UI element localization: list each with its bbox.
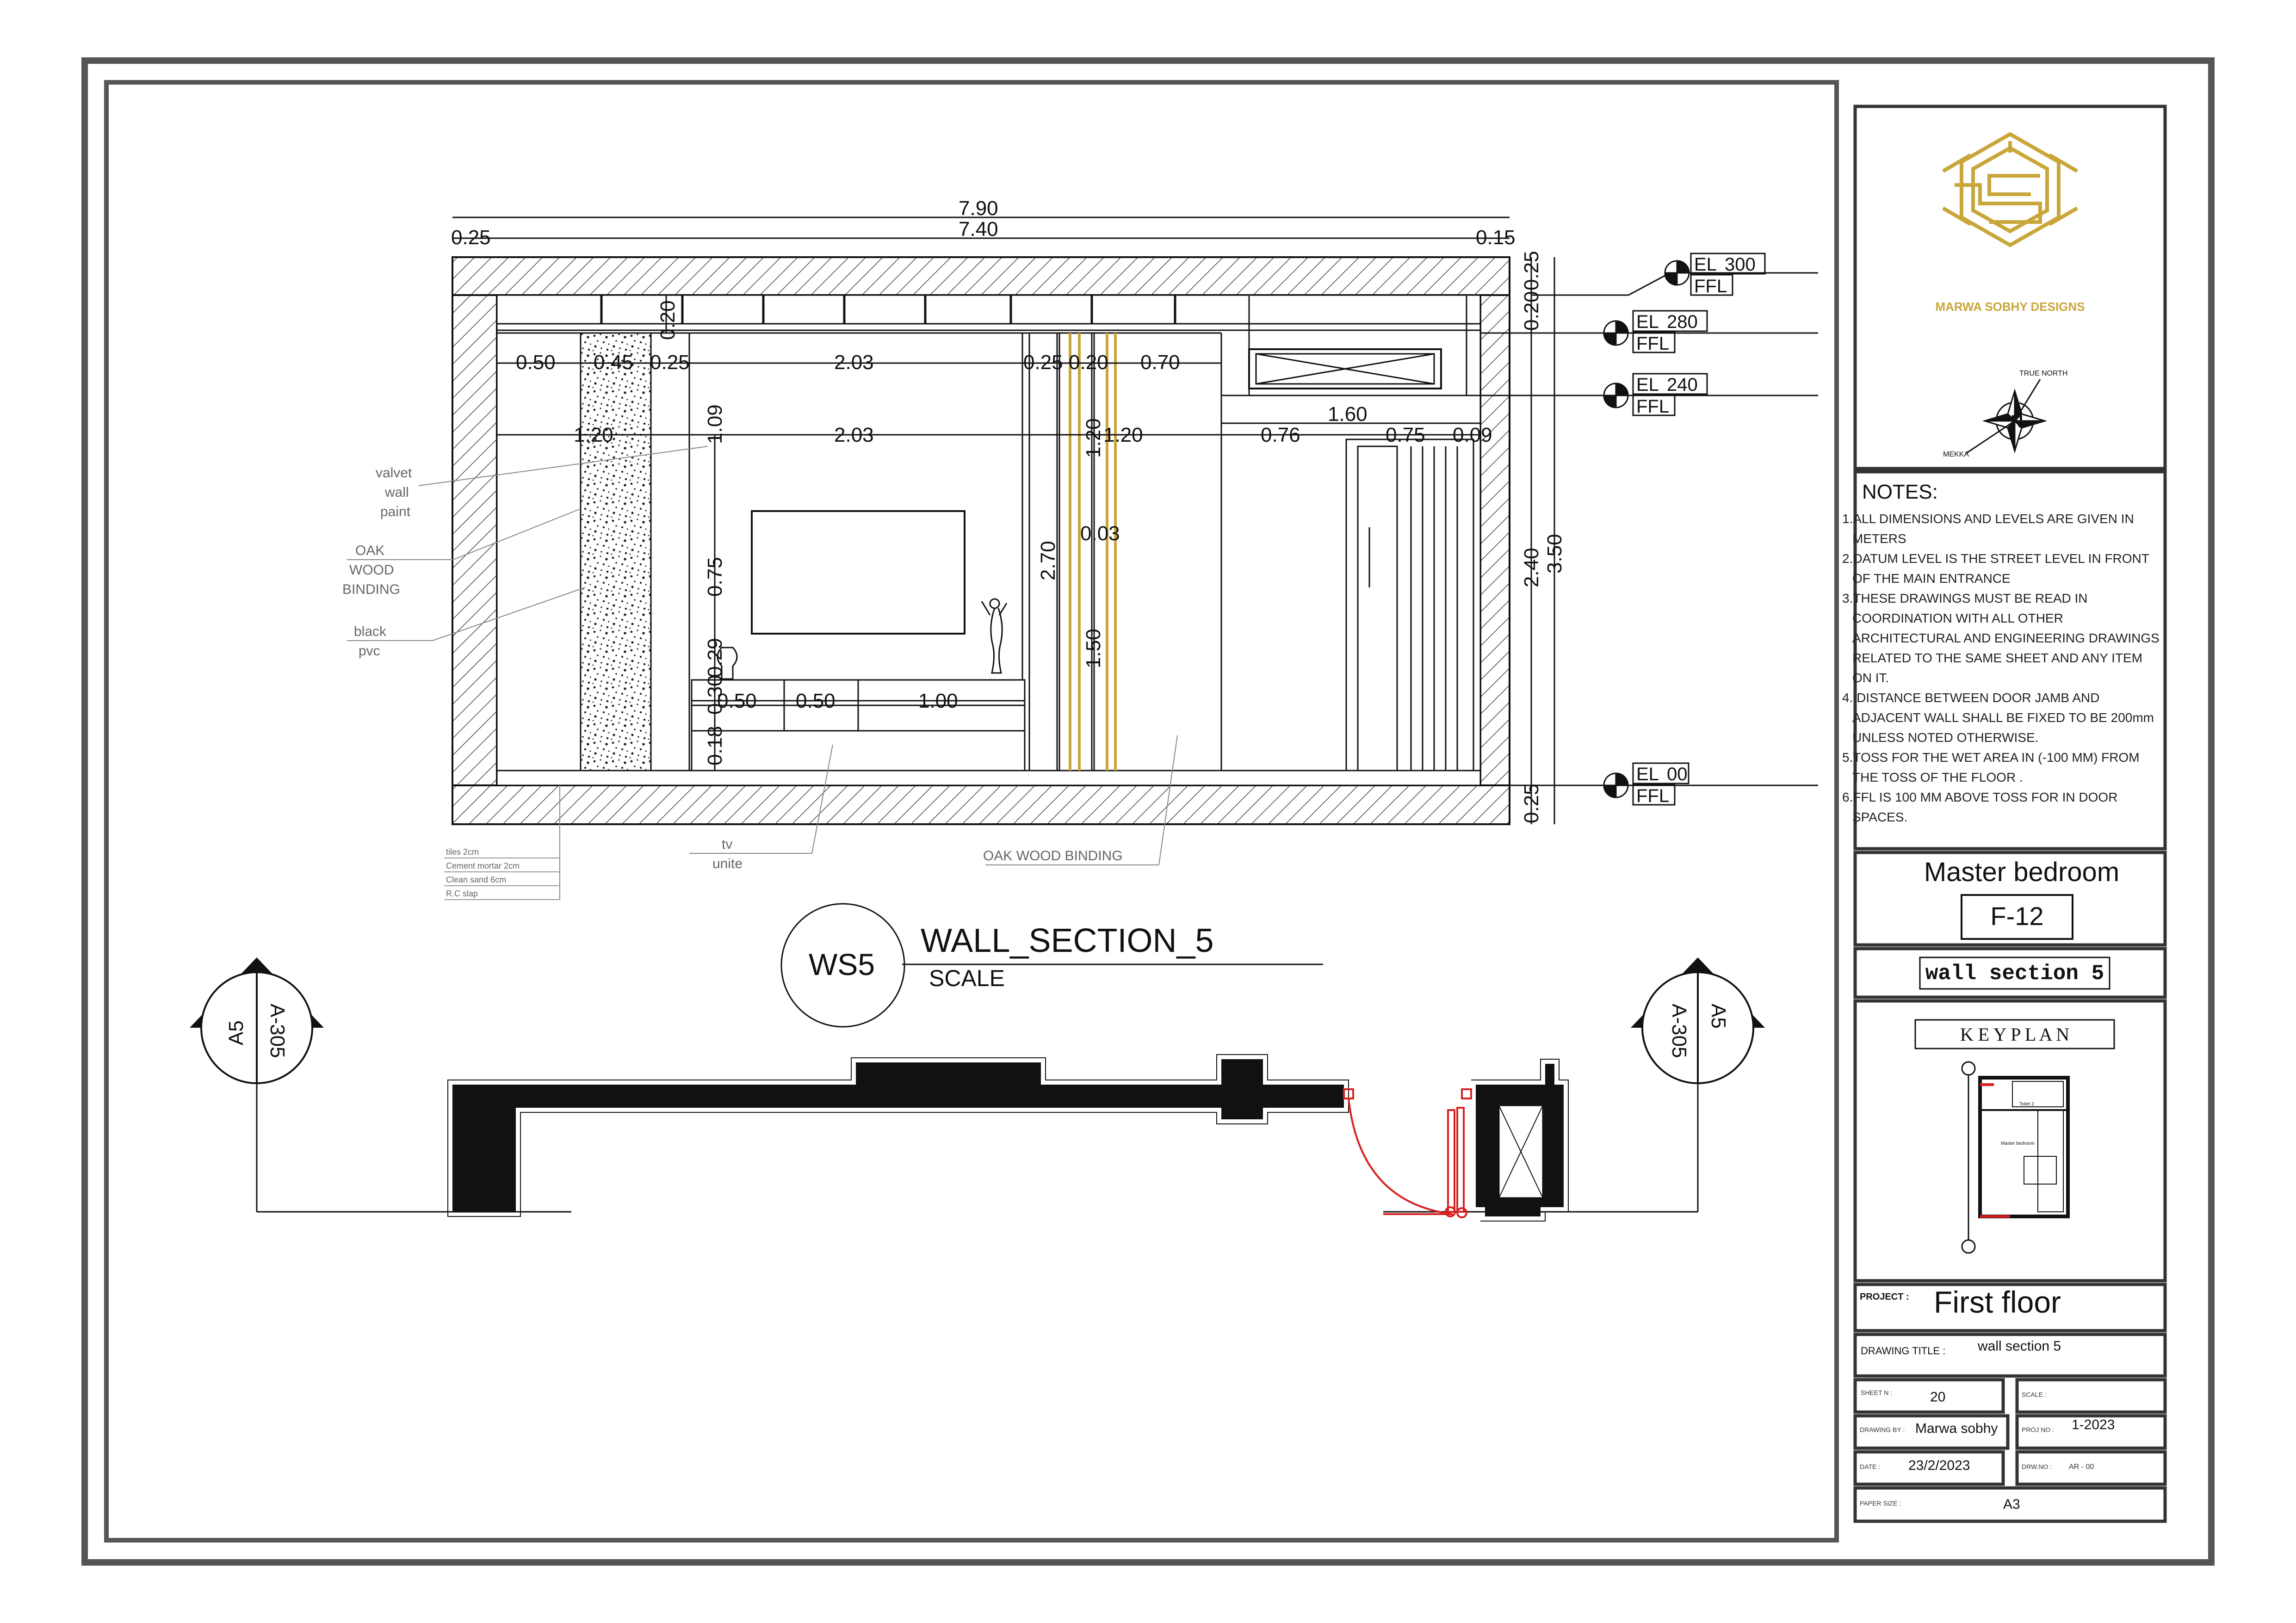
keyplan-label: K E Y P L A N	[1960, 1024, 2070, 1045]
level-1-el: EL	[1636, 312, 1659, 332]
level-0-el: EL	[1694, 254, 1717, 275]
dim-strip-bottom: 1.50	[1082, 629, 1105, 668]
level-2-el: EL	[1636, 375, 1659, 395]
tv-screen	[752, 511, 965, 634]
note-item: 6.FFL IS 100 MM ABOVE TOSS FOR IN DOOR SPACES.	[1842, 790, 2118, 824]
left-wall	[452, 295, 497, 785]
dim-tv: 0.75	[704, 557, 726, 597]
label-oak-2: WOOD	[349, 562, 394, 578]
level-1-value: 280	[1667, 312, 1698, 332]
label-tv-1: tv	[722, 837, 733, 852]
sheet-no-label: SHEET N :	[1861, 1389, 1893, 1396]
dim-ceiling-drop-right: 0.20	[1520, 291, 1543, 331]
scale-label: SCALE :	[2022, 1391, 2047, 1398]
dim-2nd-1: 2.03	[834, 424, 874, 446]
note-item: 1.ALL DIMENSIONS AND LEVELS ARE GIVEN IN METERS	[1842, 512, 2134, 546]
keyplan-room-1: Toilet 2	[2019, 1102, 2034, 1107]
dim-v3: 0.18	[704, 726, 726, 765]
note-item: 3.THESE DRAWINGS MUST BE READ IN COORDINATION WITH ALL OTHER ARCHITECTURAL AND ENGINEERING DRAWINGS RELATED TO THE SAME SHEET AND ANY ITEM ON IT.	[1842, 591, 2160, 685]
drawing-title-value: wall section 5	[1978, 1339, 2061, 1354]
plan-view	[257, 1055, 1698, 1221]
dim-top-5: 0.20	[1069, 351, 1108, 374]
dim-2nd-2: 1.20	[1103, 424, 1143, 446]
floor-layer-0: tiles 2cm	[446, 847, 479, 857]
proj-no-value: 1-2023	[2072, 1417, 2115, 1432]
dim-total: 7.90	[959, 197, 998, 220]
section-marker-left	[190, 957, 324, 1212]
project-label: PROJECT :	[1860, 1292, 1909, 1302]
note-item: 4. DISTANCE BETWEEN DOOR JAMB AND ADJACENT WALL SHALL BE FIXED TO BE 200mm UNLESS NOTED OTHERWISE.	[1842, 691, 2154, 745]
floor-layer-3: R.C slap	[446, 889, 478, 898]
keyplan-room-2: Master bedroom	[2001, 1141, 2035, 1146]
paper-size-label: PAPER SIZE :	[1860, 1500, 1901, 1507]
dim-2nd-3: 0.76	[1261, 424, 1300, 446]
dim-top-4: 0.25	[1023, 351, 1063, 374]
date-label: DATE :	[1860, 1463, 1881, 1470]
compass-north-label: TRUE NORTH	[2019, 370, 2068, 377]
section-marker-right-sheet: A-305	[1668, 1004, 1690, 1058]
dim-top-0: 0.50	[516, 351, 556, 374]
dim-2nd-0: 1.20	[574, 424, 613, 446]
level-3-ref: FFL	[1636, 786, 1670, 806]
compass-n: N	[2011, 412, 2024, 432]
wall-section-elevation	[342, 197, 1818, 900]
section-marker-right	[1631, 957, 1765, 1212]
label-black-1: black	[354, 624, 387, 639]
bottom-slab	[452, 785, 1510, 824]
sheet-label: wall section 5	[1925, 962, 2104, 986]
dim-inner: 7.40	[959, 218, 998, 241]
level-1-ref: FFL	[1636, 333, 1670, 354]
top-slab	[452, 257, 1510, 295]
dim-ceiling-drop: 0.20	[656, 300, 679, 340]
room-code: F-12	[1990, 901, 2044, 931]
label-valvet-2: wall	[385, 485, 409, 500]
section-title-text: WALL_SECTION_5	[921, 922, 1214, 959]
floor-layer-1: Cement mortar 2cm	[446, 861, 520, 870]
label-oak-3: BINDING	[342, 582, 401, 597]
dim-top-2: 0.25	[650, 351, 690, 374]
logo-text: MARWA SOBHY DESIGNS	[1935, 300, 2085, 314]
dim-top-1: 0.45	[594, 351, 633, 374]
label-oak-1: OAK	[355, 543, 385, 558]
dim-wall-right: 0.15	[1476, 226, 1516, 249]
false-ceiling	[497, 324, 1480, 330]
dim-bottom-slab: 0.25	[1520, 784, 1543, 823]
label-oak-binding: OAK WOOD BINDING	[983, 848, 1123, 864]
dim-panel-top: 1.09	[704, 404, 726, 444]
paper-size-value: A3	[2003, 1497, 2020, 1512]
notes-list	[1842, 509, 2161, 827]
dim-unit-2: 1.00	[918, 690, 958, 712]
dim-wall-left: 0.25	[451, 226, 491, 249]
section-marker-right-id: A5	[1707, 1004, 1730, 1029]
dim-total-h: 3.50	[1543, 534, 1566, 574]
dim-2nd-5: 0.09	[1453, 424, 1492, 446]
dim-strip-top: 1.20	[1082, 418, 1105, 458]
section-title	[781, 904, 1323, 1027]
dim-unit-1: 0.50	[796, 690, 835, 712]
level-0-value: 300	[1725, 254, 1756, 275]
label-valvet-1: valvet	[376, 465, 412, 481]
section-scale: SCALE	[929, 965, 1005, 991]
dim-strip-gap: 0.03	[1080, 522, 1120, 545]
compass-mekka-label: MEKKA	[1943, 450, 1969, 458]
notes-heading: NOTES:	[1862, 481, 1938, 503]
sheet-no-value: 20	[1930, 1389, 1946, 1405]
dim-room-clear: 2.40	[1520, 548, 1543, 587]
dim-2nd-4: 0.75	[1386, 424, 1425, 446]
label-black-2: pvc	[359, 643, 380, 659]
dim-top-slab: 0.25	[1520, 251, 1543, 290]
drawn-by-label: DRAWING BY :	[1860, 1426, 1905, 1433]
label-valvet-3: paint	[380, 504, 411, 519]
floor-finish	[497, 771, 1480, 785]
dim-v1: 0.29	[704, 638, 726, 678]
dim-top-3: 2.03	[834, 351, 874, 374]
level-3-value: 00	[1667, 764, 1688, 784]
room-name: Master bedroom	[1924, 857, 2120, 887]
drw-no-value: AR - 00	[2069, 1463, 2094, 1471]
date-value: 23/2/2023	[1908, 1458, 1970, 1473]
section-marker-left-id: A5	[225, 1020, 248, 1045]
label-tv-2: unite	[712, 856, 743, 871]
proj-no-label: PROJ NO :	[2022, 1426, 2055, 1433]
right-wall	[1480, 295, 1510, 785]
level-2-ref: FFL	[1636, 396, 1670, 417]
dim-v2: 0.30	[704, 675, 726, 715]
floor-layer-2: Clean sand 6cm	[446, 875, 507, 884]
level-3-el: EL	[1636, 764, 1659, 784]
drw-no-label: DRW.NO :	[2022, 1463, 2052, 1470]
floor-layer-table	[444, 847, 560, 900]
drawn-by-value: Marwa sobhy	[1915, 1421, 1998, 1436]
level-0-ref: FFL	[1694, 276, 1727, 296]
velvet-panel	[581, 333, 651, 771]
section-marker-left-sheet: A-305	[266, 1004, 289, 1058]
drawing-title-label: DRAWING TITLE :	[1861, 1345, 1946, 1357]
project-value: First floor	[1934, 1285, 2061, 1319]
dim-wall-h: 2.70	[1037, 541, 1059, 580]
dim-unit-0: 0.50	[717, 690, 757, 712]
level-2-value: 240	[1667, 375, 1698, 395]
note-item: 5.TOSS FOR THE WET AREA IN (-100 MM) FROM THE TOSS OF THE FLOOR .	[1842, 750, 2140, 784]
note-item: 2.DATUM LEVEL IS THE STREET LEVEL IN FRONT OF THE MAIN ENTRANCE	[1842, 551, 2149, 586]
dim-top-6: 0.70	[1140, 351, 1180, 374]
dim-ac-width: 1.60	[1328, 403, 1368, 426]
section-code: WS5	[809, 947, 875, 981]
